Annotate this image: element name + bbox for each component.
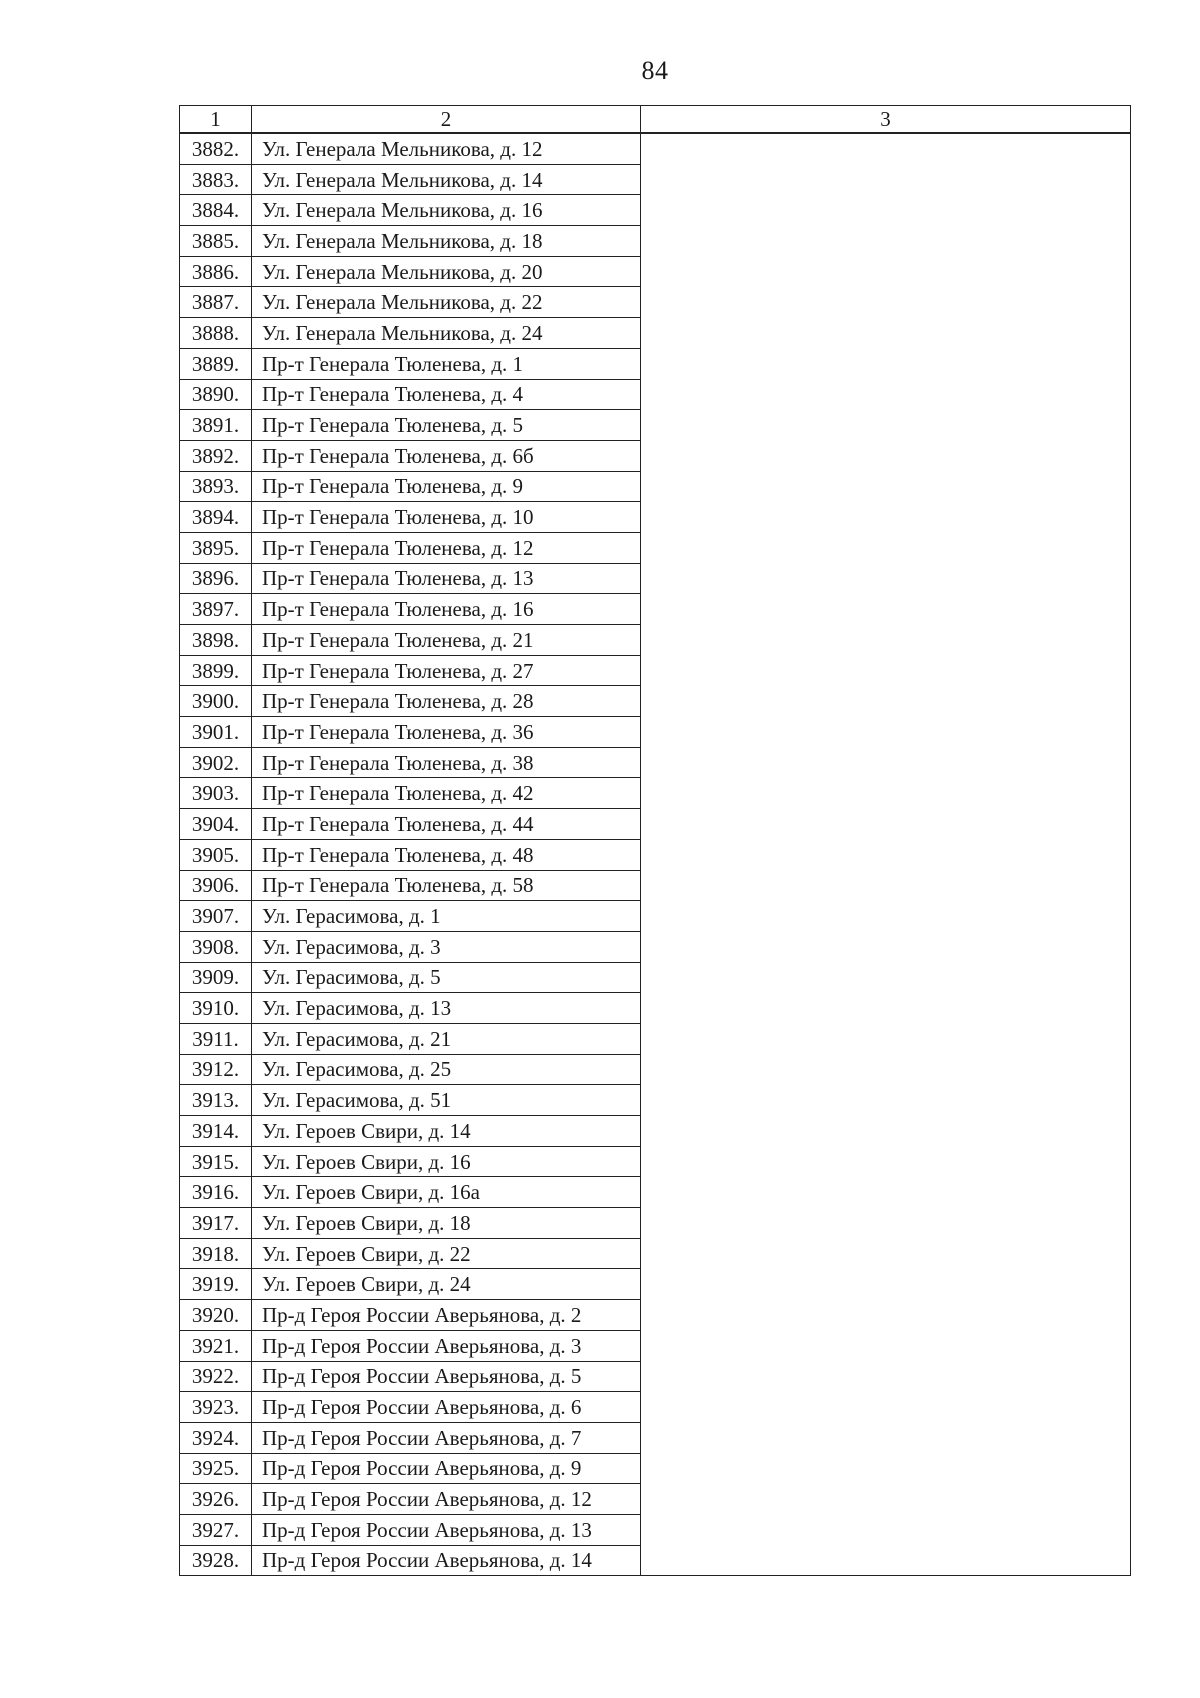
address-cell: Ул. Героев Свири, д. 14: [252, 1116, 641, 1147]
table-header: [180, 106, 1131, 134]
address-cell: Пр-т Генерала Тюленева, д. 6б: [252, 440, 641, 471]
row-number-cell: 3911.: [180, 1023, 252, 1054]
row-number-cell: 3917.: [180, 1208, 252, 1239]
address-cell: Ул. Героев Свири, д. 16а: [252, 1177, 641, 1208]
row-number-cell: 3900.: [180, 686, 252, 717]
row-number-cell: 3928.: [180, 1545, 252, 1576]
address-cell: Пр-т Генерала Тюленева, д. 27: [252, 655, 641, 686]
row-number-cell: 3883.: [180, 164, 252, 195]
row-number-cell: 3895.: [180, 532, 252, 563]
address-cell: Пр-д Героя России Аверьянова, д. 6: [252, 1392, 641, 1423]
address-cell: Пр-т Генерала Тюленева, д. 38: [252, 747, 641, 778]
address-cell: Пр-д Героя России Аверьянова, д. 3: [252, 1330, 641, 1361]
table-row: [180, 133, 1131, 164]
row-number-cell: 3925.: [180, 1453, 252, 1484]
row-number-cell: 3920.: [180, 1300, 252, 1331]
row-number-cell: 3905.: [180, 839, 252, 870]
address-cell: Пр-т Генерала Тюленева, д. 21: [252, 625, 641, 656]
row-number-cell: 3924.: [180, 1422, 252, 1453]
row-number-cell: 3914.: [180, 1116, 252, 1147]
row-number-cell: 3885.: [180, 226, 252, 257]
row-number-cell: 3887.: [180, 287, 252, 318]
row-number-cell: 3901.: [180, 717, 252, 748]
address-cell: Пр-т Генерала Тюленева, д. 9: [252, 471, 641, 502]
column-header-2: 2: [252, 106, 641, 134]
column-header-3: 3: [641, 106, 1131, 134]
address-cell: Ул. Героев Свири, д. 18: [252, 1208, 641, 1239]
address-cell: Пр-д Героя России Аверьянова, д. 13: [252, 1514, 641, 1545]
address-cell: Пр-д Героя России Аверьянова, д. 5: [252, 1361, 641, 1392]
row-number-cell: 3884.: [180, 195, 252, 226]
row-number-cell: 3898.: [180, 625, 252, 656]
address-cell: Ул. Генерала Мельникова, д. 22: [252, 287, 641, 318]
address-cell: Ул. Героев Свири, д. 22: [252, 1238, 641, 1269]
address-cell: Пр-д Героя России Аверьянова, д. 2: [252, 1300, 641, 1331]
row-number-cell: 3910.: [180, 993, 252, 1024]
address-cell: Ул. Герасимова, д. 5: [252, 962, 641, 993]
row-number-cell: 3919.: [180, 1269, 252, 1300]
row-number-cell: 3912.: [180, 1054, 252, 1085]
column-header-1: 1: [180, 106, 252, 134]
row-number-cell: 3882.: [180, 133, 252, 164]
table-body: [180, 133, 1131, 1576]
row-number-cell: 3892.: [180, 440, 252, 471]
address-cell: Ул. Герасимова, д. 25: [252, 1054, 641, 1085]
row-number-cell: 3908.: [180, 931, 252, 962]
address-cell: Ул. Генерала Мельникова, д. 16: [252, 195, 641, 226]
row-number-cell: 3894.: [180, 502, 252, 533]
row-number-cell: 3893.: [180, 471, 252, 502]
address-cell: Пр-т Генерала Тюленева, д. 42: [252, 778, 641, 809]
address-cell: Пр-т Генерала Тюленева, д. 4: [252, 379, 641, 410]
row-number-cell: 3916.: [180, 1177, 252, 1208]
header-row: [180, 106, 1131, 134]
row-number-cell: 3926.: [180, 1484, 252, 1515]
row-number-cell: 3888.: [180, 318, 252, 349]
row-number-cell: 3923.: [180, 1392, 252, 1423]
column-3-cell: [641, 133, 1131, 1576]
row-number-cell: 3909.: [180, 962, 252, 993]
row-number-cell: 3927.: [180, 1514, 252, 1545]
address-cell: Ул. Герасимова, д. 21: [252, 1023, 641, 1054]
address-cell: Ул. Герасимова, д. 13: [252, 993, 641, 1024]
row-number-cell: 3907.: [180, 901, 252, 932]
address-cell: Пр-т Генерала Тюленева, д. 5: [252, 410, 641, 441]
row-number-cell: 3913.: [180, 1085, 252, 1116]
row-number-cell: 3889.: [180, 348, 252, 379]
address-cell: Ул. Героев Свири, д. 24: [252, 1269, 641, 1300]
address-cell: Пр-т Генерала Тюленева, д. 12: [252, 532, 641, 563]
address-cell: Ул. Герасимова, д. 1: [252, 901, 641, 932]
row-number-cell: 3899.: [180, 655, 252, 686]
address-cell: Пр-д Героя России Аверьянова, д. 12: [252, 1484, 641, 1515]
address-cell: Ул. Генерала Мельникова, д. 12: [252, 133, 641, 164]
row-number-cell: 3903.: [180, 778, 252, 809]
row-number-cell: 3904.: [180, 809, 252, 840]
address-cell: Ул. Герасимова, д. 3: [252, 931, 641, 962]
address-cell: Пр-т Генерала Тюленева, д. 48: [252, 839, 641, 870]
address-cell: Пр-т Генерала Тюленева, д. 36: [252, 717, 641, 748]
address-cell: Ул. Героев Свири, д. 16: [252, 1146, 641, 1177]
row-number-cell: 3918.: [180, 1238, 252, 1269]
row-number-cell: 3922.: [180, 1361, 252, 1392]
address-cell: Пр-т Генерала Тюленева, д. 28: [252, 686, 641, 717]
address-table: [179, 105, 1131, 1576]
row-number-cell: 3921.: [180, 1330, 252, 1361]
address-cell: Пр-т Генерала Тюленева, д. 1: [252, 348, 641, 379]
address-cell: Пр-д Героя России Аверьянова, д. 9: [252, 1453, 641, 1484]
row-number-cell: 3896.: [180, 563, 252, 594]
row-number-cell: 3886.: [180, 256, 252, 287]
address-cell: Ул. Генерала Мельникова, д. 14: [252, 164, 641, 195]
address-cell: Ул. Генерала Мельникова, д. 20: [252, 256, 641, 287]
address-cell: Пр-д Героя России Аверьянова, д. 7: [252, 1422, 641, 1453]
row-number-cell: 3897.: [180, 594, 252, 625]
row-number-cell: 3891.: [180, 410, 252, 441]
row-number-cell: 3906.: [180, 870, 252, 901]
address-cell: Ул. Генерала Мельникова, д. 24: [252, 318, 641, 349]
address-cell: Пр-т Генерала Тюленева, д. 44: [252, 809, 641, 840]
row-number-cell: 3890.: [180, 379, 252, 410]
address-cell: Пр-д Героя России Аверьянова, д. 14: [252, 1545, 641, 1576]
address-cell: Пр-т Генерала Тюленева, д. 10: [252, 502, 641, 533]
page-number: 84: [641, 56, 669, 85]
address-cell: Пр-т Генерала Тюленева, д. 13: [252, 563, 641, 594]
address-cell: Пр-т Генерала Тюленева, д. 16: [252, 594, 641, 625]
address-cell: Пр-т Генерала Тюленева, д. 58: [252, 870, 641, 901]
address-cell: Ул. Генерала Мельникова, д. 18: [252, 226, 641, 257]
row-number-cell: 3915.: [180, 1146, 252, 1177]
row-number-cell: 3902.: [180, 747, 252, 778]
address-cell: Ул. Герасимова, д. 51: [252, 1085, 641, 1116]
